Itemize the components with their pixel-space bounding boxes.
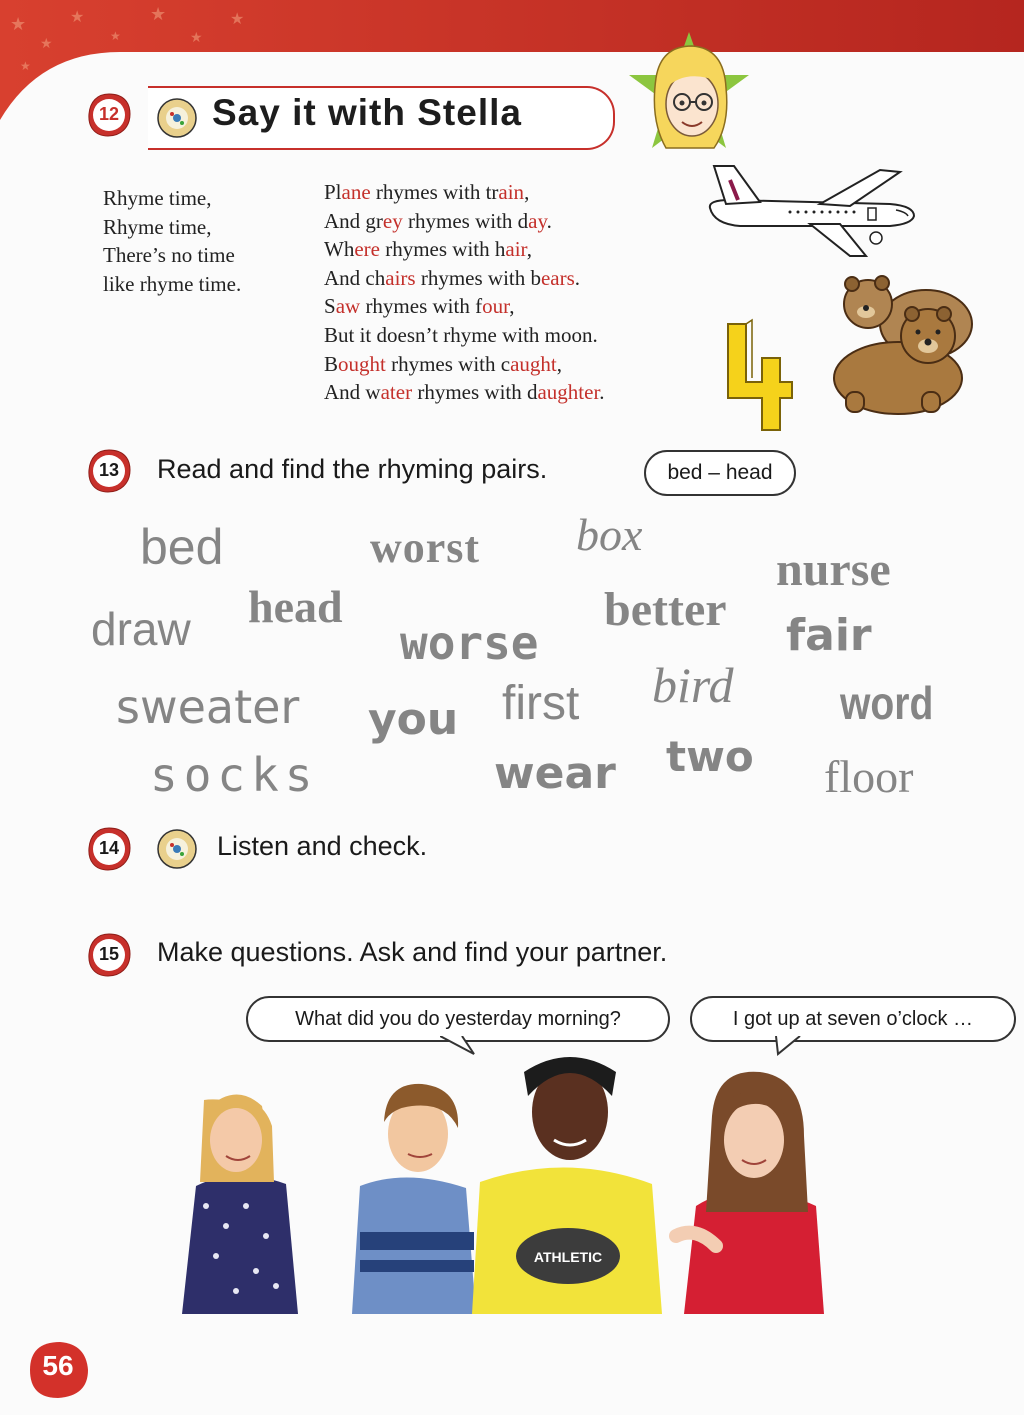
poem-line: Saw rhymes with four,: [324, 294, 515, 319]
word-first: first: [502, 677, 580, 730]
bubble-text: I got up at seven o’clock …: [732, 1008, 974, 1030]
bubble-tail: [774, 1036, 814, 1056]
number-four-illustration: [712, 318, 798, 436]
poem-line: Where rhymes with hair,: [324, 237, 532, 262]
exercise-number-badge: [86, 932, 132, 978]
stella-character-illustration: [626, 30, 752, 162]
exercise-number-badge: [86, 826, 132, 872]
word-head: head: [248, 581, 343, 632]
svg-text:★: ★: [20, 59, 31, 73]
bubble-text: What did you do yesterday morning?: [295, 1008, 621, 1030]
word-floor: floor: [824, 751, 914, 802]
word-fair: fair: [786, 610, 872, 661]
audio-cd-icon[interactable]: [156, 828, 198, 870]
child-girl-right: [676, 1072, 824, 1314]
word-socks: socks: [150, 748, 319, 802]
child-girl-left: [182, 1094, 298, 1314]
svg-text:★: ★: [190, 30, 203, 46]
svg-text:★: ★: [10, 14, 27, 35]
word-better: better: [604, 583, 727, 636]
exercise-heading: Make questions. Ask and find your partner.: [157, 937, 668, 967]
exercise-number: 14: [98, 838, 120, 858]
poem-line: Rhyme time,: [103, 214, 212, 239]
exercise-number-badge: [86, 448, 132, 494]
word-nurse: nurse: [776, 543, 891, 596]
audio-cd-icon[interactable]: [156, 97, 198, 139]
word-draw: draw: [91, 603, 191, 655]
svg-text:★: ★: [40, 36, 53, 52]
poem-line: like rhyme time.: [103, 271, 242, 296]
svg-text:★: ★: [150, 4, 167, 25]
bubble-text: bed – head: [667, 461, 773, 484]
bears-illustration: [826, 274, 976, 420]
word-sweater: sweater: [116, 680, 300, 734]
word-word: word: [840, 677, 934, 729]
word-you: you: [368, 694, 459, 745]
word-worse: worse: [400, 616, 539, 670]
svg-text:★: ★: [110, 29, 121, 43]
bubble-tail: [440, 1036, 480, 1056]
page-number: 56: [42, 1350, 74, 1381]
rhyme-verse: [324, 178, 605, 407]
exercise-number: 15: [98, 944, 120, 964]
example-speech-bubble: [644, 450, 796, 496]
airplane-illustration: [700, 160, 920, 260]
exercise-number-badge: [86, 92, 132, 138]
word-box: box: [576, 509, 643, 560]
word-bed: bed: [140, 519, 224, 575]
poem-line: And water rhymes with daughter.: [324, 380, 605, 405]
rhyme-chorus: [103, 184, 241, 298]
poem-line: Bought rhymes with caught,: [324, 351, 562, 376]
word-wear: wear: [494, 748, 616, 799]
children-photo: [176, 1056, 836, 1318]
poem-line: But it doesn’t rhyme with moon.: [324, 322, 598, 347]
word-bird: bird: [652, 657, 734, 713]
svg-text:★: ★: [230, 9, 245, 28]
word-two: two: [666, 732, 754, 781]
poem-line: There’s no time: [103, 243, 235, 268]
exercise-title: Say it with Stella: [212, 92, 522, 133]
poem-line: Rhyme time,: [103, 186, 212, 210]
poem-line: And grey rhymes with day.: [324, 208, 552, 233]
child-boy: [352, 1084, 476, 1314]
page-number-badge: [26, 1340, 90, 1400]
exercise-number: 13: [98, 460, 120, 480]
child-girl-center: [472, 1057, 662, 1314]
exercise-number: 12: [98, 104, 120, 124]
exercise-heading: Listen and check.: [217, 831, 428, 861]
svg-text:★: ★: [70, 7, 85, 26]
poem-line: Plane rhymes with train,: [324, 180, 530, 204]
word-worst: worst: [370, 523, 481, 572]
answer-speech-bubble: [690, 996, 1016, 1042]
exercise-heading: Read and find the rhyming pairs.: [157, 454, 548, 484]
poem-line: And chairs rhymes with bears.: [324, 265, 581, 290]
svg-text:ATHLETIC: ATHLETIC: [533, 1249, 603, 1265]
